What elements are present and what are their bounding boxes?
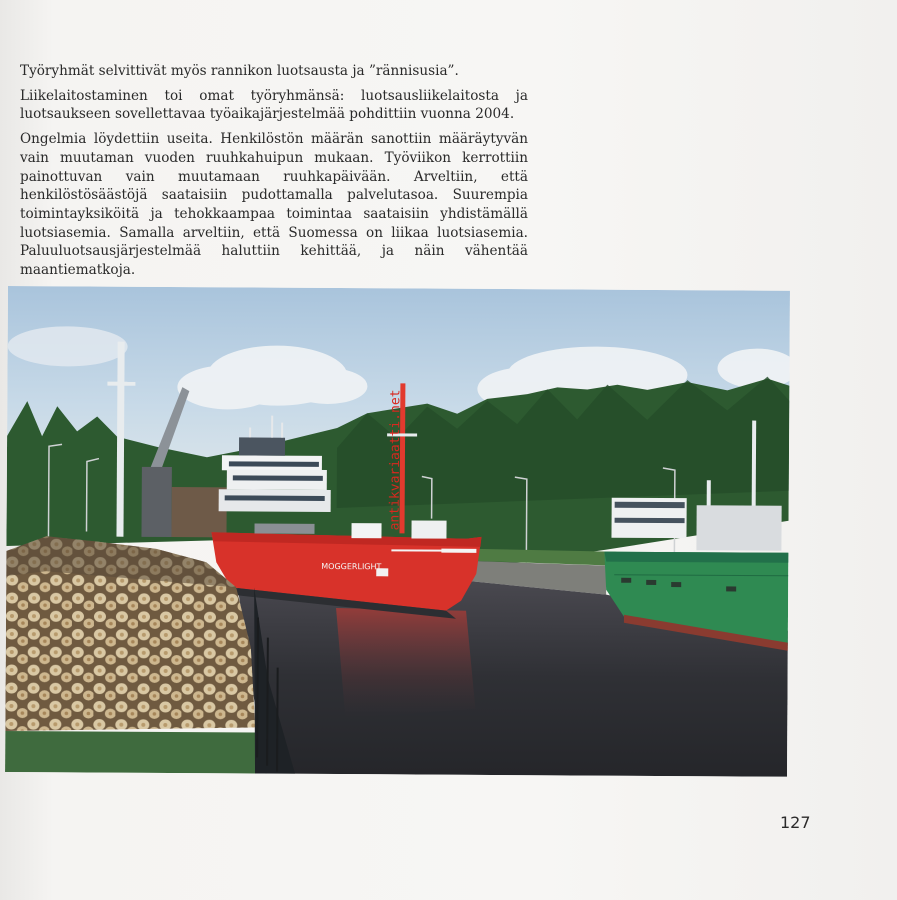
paragraph-1: Työryhmät selvittivät myös rannikon luotsausta ja ”rännisusia”. [20,63,459,79]
body-text [20,62,528,286]
paragraph-3: Ongelmia löydettiin useita. Henkilöstön määrän sanottiin määräytyvän vain muutaman vuoden ruuhkahuipun mukaan. Työviikon kerrottiin painottuvan vain muutamaan ruuhkapäivään. Arveltiin, että henkilöstösäästöjä saataisiin pudottamalla palvelutasoa. Suurempia toimintayksiköitä ja tehokkaampaa toimintaa saataisiin yhdistämällä luotsiasemia. Samalla arveltiin, että Suomessa on liikaa luotsiasemia. Paluuluotsausjärjestelmää haluttiin kehittää, ja näin vähentää maantiematkoja. [20,131,528,279]
watermark: antikvariaatti.net [387,389,404,531]
page-number: 127 [780,813,811,832]
ship-name: MOGGERLIGHT [321,561,382,572]
paragraph-2: Liikelaitostaminen toi omat työryhmänsä: luotsausliikelaitosta ja luotsaukseen sovellettavaa työaikajärjestelmää pohdittiin vuonna 2004. [20,87,528,123]
canal-photo [5,286,790,777]
